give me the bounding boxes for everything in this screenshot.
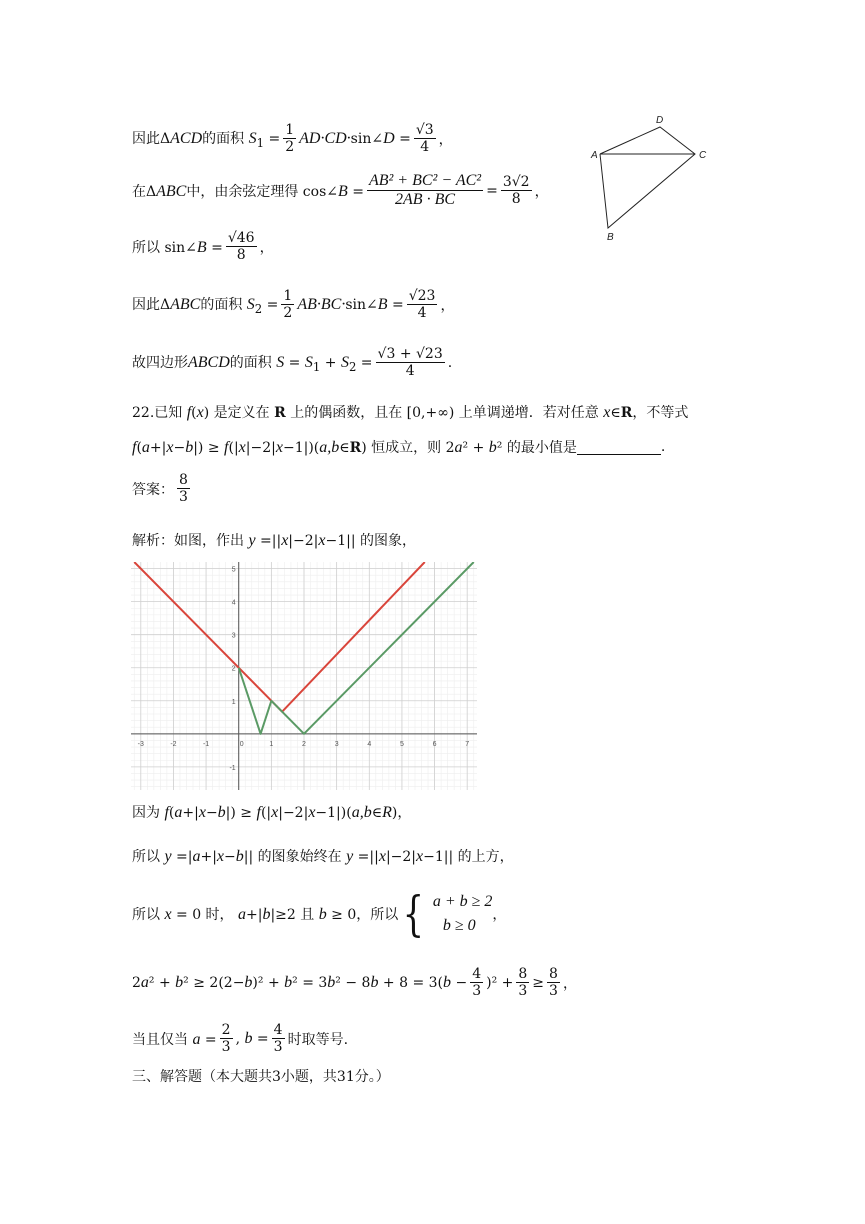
text-segment: ， xyxy=(562,975,577,992)
text-segment: ， xyxy=(440,297,455,314)
y-tick-label: 5 xyxy=(231,566,236,574)
x-tick-label: 1 xyxy=(269,740,274,748)
answer-fraction xyxy=(177,472,190,505)
x-tick-label: -1 xyxy=(202,740,210,748)
x-tick-label: -3 xyxy=(137,740,144,748)
solution-line-3 xyxy=(132,886,507,942)
text-segment: 当且仅当 a = xyxy=(132,1030,217,1048)
x-tick-label: 3 xyxy=(334,740,339,748)
text-segment: 因为 f(a+|x−b|) ≥ f(|x|−2|x−1|)(a,b∈R)， xyxy=(132,804,412,821)
fraction: $\frac{√3}{4}$ xyxy=(415,122,434,156)
fraction: $\frac{√46}{8}$ xyxy=(227,230,255,264)
text-segment: 2a² + b² ≥ 2(2−b)² + b² = 3b² − 8b + 8 = 3(b − xyxy=(132,973,468,991)
fraction: $\frac{3√2}{8}$ xyxy=(502,174,530,208)
fraction: $\frac{\text{AB² + BC² − AC²}}{2AB \cdot BC}$ xyxy=(368,172,482,209)
answer-label: 答案： xyxy=(132,481,174,498)
sin-b-line xyxy=(132,230,274,263)
label-D: D xyxy=(656,115,664,126)
fraction: $\frac{8}{3}$ xyxy=(518,966,528,1000)
question-22-line2 xyxy=(132,437,665,457)
text-segment: AD·CD· xyxy=(299,129,351,147)
question-22-line1 xyxy=(132,402,688,422)
text-segment: 时取等号. xyxy=(287,1031,349,1048)
x-tick-label: 4 xyxy=(367,740,372,748)
fraction: $\frac{1}{2}$ xyxy=(285,122,295,156)
text-segment: 所以 x = 0 时， a+|b|≥2 且 b ≥ 0，所以 xyxy=(132,906,399,923)
text-segment: = xyxy=(486,182,498,199)
y-tick-label: 4 xyxy=(231,599,236,607)
fraction: $\frac{8}{3}$ xyxy=(549,966,558,1000)
x-tick-label: 6 xyxy=(432,740,437,748)
y-tick-label: 2 xyxy=(231,665,236,673)
text-segment: ， xyxy=(492,907,507,923)
text-segment: ≥ xyxy=(532,974,545,991)
x-tick-label: 2 xyxy=(302,740,306,748)
text-segment: ， xyxy=(259,239,274,256)
x-tick-label: 7 xyxy=(465,740,470,748)
x-tick-label: -2 xyxy=(170,740,177,748)
answer-denominator: 3 xyxy=(179,489,188,506)
text-segment: . xyxy=(660,439,666,455)
y-tick-label: 3 xyxy=(231,632,236,640)
fraction: $\frac{4}{3}$ xyxy=(472,966,482,1000)
text-segment: , b = xyxy=(235,1029,269,1047)
answer-numerator: 8 xyxy=(179,472,188,488)
fraction: $\frac{√3 + √23}{4}$ xyxy=(377,346,443,380)
solution-line-2 xyxy=(132,846,514,866)
cosine-law-line xyxy=(132,172,549,210)
text-segment: 在ΔABC中，由余弦定理得 cos∠B = xyxy=(132,182,364,200)
area-abcd-line xyxy=(132,346,452,379)
text-segment: 所以 y =|a+|x−b|| 的图象始终在 y =||x|−2|x−1|| 的上方， xyxy=(132,848,514,865)
area-acd-line xyxy=(132,122,453,155)
text-segment: 所以 sin∠B = xyxy=(132,238,223,256)
text-segment: sin∠D = xyxy=(350,129,411,147)
text-segment: 故四边形ABCD的面积 $S = S_1 + S_2$ = xyxy=(132,353,373,374)
text-segment: f(a+|x−b|) ≥ f(|x|−2|x−1|)(a,b∈R) 恒成立，则 2a² + b² 的最小值是 xyxy=(132,439,577,456)
function-graph xyxy=(131,562,477,790)
inequality-1: a + b ≥ 2 xyxy=(432,893,493,910)
text-segment: 因此ΔABC的面积 $S_2$ = xyxy=(132,295,279,316)
text-segment: sin∠B = xyxy=(345,295,404,313)
text-segment: )² + xyxy=(486,974,514,991)
label-C: C xyxy=(699,150,707,161)
solution-line-5 xyxy=(132,1022,348,1055)
answer-line xyxy=(132,472,193,505)
fraction: $\frac{4}{3}$ xyxy=(273,1022,283,1056)
area-abc-line xyxy=(132,288,454,321)
system-of-inequalities: { a + b ≥ 2 b ≥ 0 xyxy=(402,886,493,942)
answer-blank xyxy=(577,440,661,455)
text-segment: ， xyxy=(438,131,453,148)
fraction: $\frac{1}{2}$ xyxy=(283,288,293,322)
quadrilateral-figure xyxy=(585,110,715,245)
solution-line-4 xyxy=(132,966,577,999)
text-segment: 22.已知 f(x) 是定义在 R 上的偶函数，且在 [0,+∞) 上单调递增．若对任意 x∈R，不等式 xyxy=(132,404,689,421)
text-segment: 因此ΔACD的面积 $S_1$ = xyxy=(132,129,281,150)
y-tick-label: -1 xyxy=(229,764,236,772)
x-tick-label: 0 xyxy=(239,740,244,748)
label-B: B xyxy=(607,232,614,243)
solution-line-1 xyxy=(132,802,411,822)
fraction: $\frac{2}{3}$ xyxy=(221,1022,231,1056)
analysis-line xyxy=(132,530,416,550)
text-segment: ， xyxy=(534,183,549,200)
inequality-2: b ≥ 0 xyxy=(442,917,476,934)
text-segment: AB·BC· xyxy=(297,295,346,313)
section-heading: 三、解答题（本大题共3小题，共31分。） xyxy=(132,1069,390,1085)
x-tick-label: 5 xyxy=(399,740,404,748)
fraction: $\frac{√23}{4}$ xyxy=(408,288,436,322)
label-A: A xyxy=(591,150,598,161)
y-tick-label: 1 xyxy=(231,698,236,706)
text-segment: . xyxy=(447,354,453,371)
text-segment: 解析：如图，作出 y =||x|−2|x−1|| 的图象， xyxy=(132,532,417,549)
